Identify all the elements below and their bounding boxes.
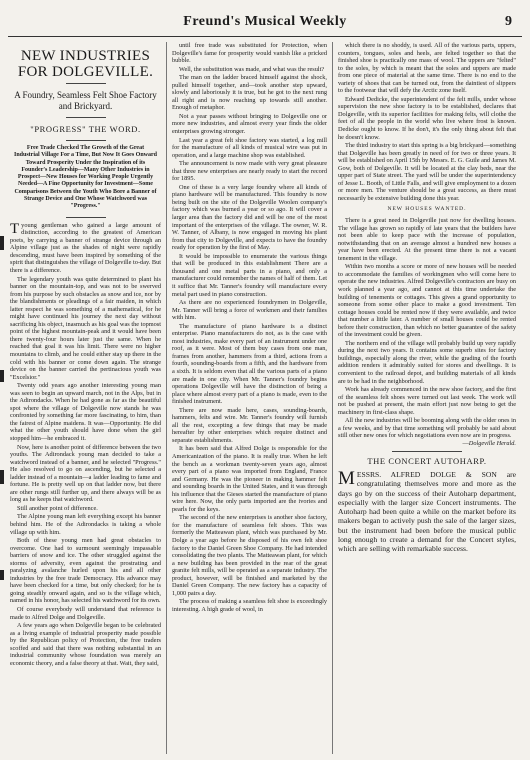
- paragraph: Still another point of difference.: [17, 504, 98, 512]
- paragraph: One of these is a very large foundry where all kinds of piano hardware will be manufactured. This foundry is now being built on the site of the Dolgeville Woolen company's factory which was burned a year or so ago. It will cover a larger area than the factory did and will be one of the most important of the enterprises of the village. The owner, W. R. W. Tanner, of Albany, is now engaged in moving his plant from that city to Dolgeville, and expects to have the foundry ready for operation by the first of May.: [172, 183, 327, 252]
- publication-title: Freund's Musical Weekly: [183, 14, 347, 29]
- article-motto: "PROGRESS" THE WORD.: [30, 124, 141, 134]
- paragraph: The manufacture of piano hardware is a distinct enterprise. Piano manufacturers do not, as is the case with most industries, make every part of an instrument under one roof, as it were. Most of them buy cases from one man, frames from another, hammers from a third, actions from a fourth, sounding-boards from a fifth, and the hardware from a sixth. It is seldom even that all the various parts of a piano are made in one city. When Mr. Tanner's foundry begins operations Dolgeville will have the distinction of being a place where almost every part of a piano is made, even to the finished instrument.: [172, 322, 327, 406]
- paragraph: All the new industries will be booming along with the older ones in a few weeks, and by that time something will probably be said about still other new ones for which negotiations even now are in progress.: [338, 417, 516, 440]
- paragraph: Twenty odd years ago another interesting young man was seen to begin an upward march, not in the Alps, but in the Adirondacks. When he had gone as far as the beautiful spot where the village of Dolgeville now stands he was confronted by something far more fascinating, to him, than the fairest of Alpine maidens. It was—Opportunity. He did what the other youth should have done when the girl stopped him—he embraced it.: [10, 382, 161, 442]
- paragraph: The legendary youth was quite determined to plant his banner on the mountain-top, and was not to be swerved from his purpose by such obstacles as snow and ice, nor by the blandishments or pleadings of a fair maiden, in which latter respect he was something of a mathematical, for he might have continued his journey the next day without sacrificing his object, inasmuch as his goal was the topmost point of the highest mountain-peak and it would have been there twenty-four hours later just the same. When he reached that goal it was his limit. There were no higher mountains to climb, and he could either stay up there in the cold with his banner or come down again. The strange device on the banner carried the pertinacious youth was "Excelsior.": [10, 275, 161, 381]
- article-body: [10, 222, 161, 668]
- headline-line: NEW INDUSTRIES: [20, 48, 151, 64]
- paragraph: Now, here is another point of difference between the two youths. The Adirondack young man decided to take a watchword instead of a banner, and he selected "Progress." He also resolved to go on ascending, but he selected a ladder instead of a mountain—a ladder leading to fame and fortune. He is pretty well up on that ladder now, but there are other rungs still further up, and there always will be as long as he keeps that watchword.: [10, 443, 161, 504]
- page-number: 9: [505, 14, 512, 29]
- paragraph: Within two months a score or more of new houses will be needed to accommodate the families of workingmen who will come here to operate the new industries. Alfred Dolgeville's contractors are busy on work planned a year ago, and cannot at this time undertake the building of tenements or cottages. This gives a grand opportunity to someone from some other place to make a good investment. Ten cottage houses could be rented now if they were available, and twice that number a little later. A number of small houses could be rented before their construction, than which no better guarantee of the safety of the investment could be given.: [338, 263, 516, 339]
- article-deck: Free Trade Checked The Growth of the Great Industrial Village For a Time, But Now It Goes Onward Toward Prosperity Under the Inspiration of its Founder's Leadership—Many Other Industries in Prospect—New Houses for Working People Urgently Needed—A Fine Opportunity for Investment—Some Comparisons Between the Youth Who Bore a Banner of Strange Device and One Whose Watchword was "Progress.": [14, 145, 158, 210]
- paragraph: As there are no experienced foundrymen in Dolgeville, Mr. Tanner will bring a force of workmen and their families with him.: [172, 299, 327, 322]
- paragraph: The third industry to start this spring is a big brickyard—something that Dolgeville has been greatly in need of for two or three years. It will be established on April 15th by Messrs. E. G. Guile and James M. Gow, both of Dolgeville. It will be located at the clay beds, near the upper part of State street. The yard will be under the superintendency of Jesse L. Booth, of Little Falls, and will give employment to a dozen or more men. The venture should be a great success, as there must necessarily be extensive building done this year.: [338, 142, 516, 202]
- column-divider: [332, 42, 333, 754]
- paragraph: Both of these young men had great obstacles to overcome. One had to surmount seemingly impassable barriers of snow and ice. The other struggled against the storms of adversity, even against the prostrating and paralyzing avalanche hurled upon his and all other industries by the free trade Democracy. His advance may have been checked for a time, but only checked; for he is going steadily onward again, and so is the village which, named in his honor, has selected his watchword for its own.: [10, 537, 161, 605]
- column-2: [172, 42, 327, 754]
- drop-cap: M: [338, 467, 355, 489]
- paragraph: Work has already commenced in the new shoe factory, and the first of the seamless felt shoes were turned out last week. The work will not be pushed at present, the main effort just now being to get the machinery in first-class shape.: [338, 386, 516, 416]
- paragraph: until free trade was substituted for Protection, when Dolgeville's fame for prosperity would vanish like a pricked bubble.: [172, 42, 327, 65]
- autoharp-article-body: [338, 467, 516, 554]
- article-body: [172, 42, 327, 613]
- paragraph: The announcement is now made with very great pleasure that three new enterprises are nearly ready to start the record for 1895.: [172, 160, 327, 183]
- paragraph: The man on the ladder braced himself against the shock, pulled himself together, and—took another step upward, slowly and laboriously it is true, but he got to the next rung all right and is now reaching up towards still another. Enough of metaphor.: [172, 74, 327, 112]
- drop-cap: T: [10, 220, 20, 237]
- signature-line: —Dolgeville Herald.: [462, 439, 516, 447]
- paragraph: Well, the substitution was made, and what was the result?: [179, 65, 325, 73]
- paragraph: Not a year passes without bringing to Dolgeville one or more new industries, and almost every year finds the older enterprises growing stronger.: [172, 112, 327, 136]
- paragraph: The process of making a seamless felt shoe is exceedingly interesting. A high grade of wool, in: [172, 598, 327, 613]
- paragraph: Of course everybody will understand that reference is made to Alfred Dolge and Dolgeville.: [10, 606, 161, 621]
- divider-rule: [66, 117, 106, 118]
- paragraph: There is a great need in Dolgeville just now for dwelling houses. The village has grown so rapidly of late years that the builders have not been able to keep pace with the increase of population, notwithstanding that on an average almost a hundred new houses a year have been erected. At the present time there is not a vacant tenement in the village.: [338, 217, 516, 262]
- article-headline: [10, 48, 161, 80]
- autoharp-title: THE CONCERT AUTOHARP.: [367, 456, 487, 467]
- paragraph: It has been said that Alfred Dolge is responsible for the Americanization of the piano. It is really true. When he left the bench as a workman twenty-seven years ago, almost every part of a piano was imported from England, France and Germany. He was the pioneer in making hammer felt and sounding boards in the United States, and it was through his influence that the Gieses started the manufacture of piano wire here. Now, the only parts imported are the ivories and pearls for the keys.: [172, 445, 327, 513]
- divider-rule: [392, 451, 462, 452]
- paragraph: The Alpine young man left everything except his banner behind him. He of the Adirondacks is taking a whole village up with him.: [10, 513, 161, 536]
- column-3: [338, 42, 516, 754]
- paragraph: Edward Dedicke, the superintendent of the felt mills, under whose supervision the new shoe factory is to be established, declares that Dolgeville, with its superior facilities for making felts, will clothe the feet of all the people in the world who live where frost is known. Dedicke ought to know. If he don't, it's the only thing about felt that he doesn't know.: [338, 95, 516, 141]
- paragraph: The northern end of the village will probably build up very rapidly during the next two years. It contains some superb sites for factory buildings, especially along the river, while the grading of the fourth addition renders it admirably suited for stores and dwellings. It is convenient to the railroad depot, and building materials of all kinds are to be had in the neighborhood.: [338, 339, 516, 385]
- paragraph: The second of the new enterprises is another shoe factory, for the manufacture of seamless felt shoes. This was formerly the Matteawan plant, which was purchased by Mr. Dolge a year ago before he disposed of his own felt shoe factory to the Daniel Green Shoe Company. He had intended consolidating the two plants. The Matteawan plant, for which a new building has been provided in the rear of the great granite felt mills, will be operated as a separate industry. The product, however, will be finished and marketed by the Daniel Green Company. The new factory has a capacity of 1,000 pairs a day.: [172, 514, 327, 597]
- divider-rule: [66, 83, 106, 84]
- article-subhead: A Foundry, Seamless Felt Shoe Factory and Brickyard.: [14, 90, 157, 111]
- paragraph: which there is no shoddy, is used. All of the various parts, uppers, counters, tongues, soles and heels, are felted together so that the finished shoe is practically one mass of wool. The uppers are "felted" to the soles, by which is meant that the soles and uppers are made from one piece of material at the same time. There is no end to the variety of shoes that can be turned out, from the daintiest of slippers to the footwear that will defy the Arctic zone itself.: [338, 42, 516, 95]
- paragraph: MESSRS. ALFRED DOLGE & SON are congratulating themselves more and more as the days go by on the success of their Autoharp department, especially with the larger size Concert instruments. The Autoharp had been quite a while on the market before its makers began to actively push the sale of the larger sizes, but the instrument had been before the musical public long enough to create a demand for the Concert styles, which are selling with remarkable success.: [338, 467, 516, 554]
- column-1: [10, 42, 161, 754]
- paragraph: There are now made here, cases, sounding-boards, hammers, felts and wire. Mr. Tanner's foundry will furnish all the rest, excepting a few things that may be made hereafter by other enterprises which require distinct and separate establishments.: [172, 406, 327, 444]
- paragraph: Last year a great felt shoe factory was started, a log mill for the manufacture of all kinds of musical wire was put in operation, and a large machine shop was established.: [172, 136, 327, 159]
- divider-rule: [66, 140, 106, 141]
- article-body: [338, 217, 516, 440]
- section-heading: NEW HOUSES WANTED.: [387, 206, 467, 213]
- paragraph: A few years ago when Dolgeville began to be celebrated as a living example of industrial prosperity made possible by the Republican policy of Protection, the free traders scoffed and said that there was nothing substantial in an industrial community whose foundation was merely an economic theory, and a false theory at that. Wait, they said,: [10, 622, 161, 667]
- paragraph: It would be impossible to enumerate the various things that will be produced in this establishment There are a thousand and one metal parts in a piano, and only a manufacturer could remember the names of half of them. Let it suffice that Mr. Tanner's foundry will manufacture every metal part used in piano construction.: [172, 252, 327, 298]
- divider-rule: [66, 217, 106, 218]
- paragraph: Tyoung gentleman who gained a large amount of distinction, according to the greatest of American poets, by carrying a banner of strange device through an Alpine village just as the shades of night were rapidly descending, must have been inspired by something of the spirit that distinguishes the village of Dolgeville to-day. But there is a difference.: [10, 220, 161, 274]
- page-header: [0, 14, 530, 36]
- article-body: [338, 42, 516, 202]
- header-rule: [8, 36, 522, 37]
- headline-line: FOR DOLGEVILLE.: [17, 64, 154, 80]
- scan-edge-marks: [0, 0, 5, 760]
- column-divider: [166, 42, 167, 754]
- article-signature: Dolgeville Herald.: [468, 439, 516, 447]
